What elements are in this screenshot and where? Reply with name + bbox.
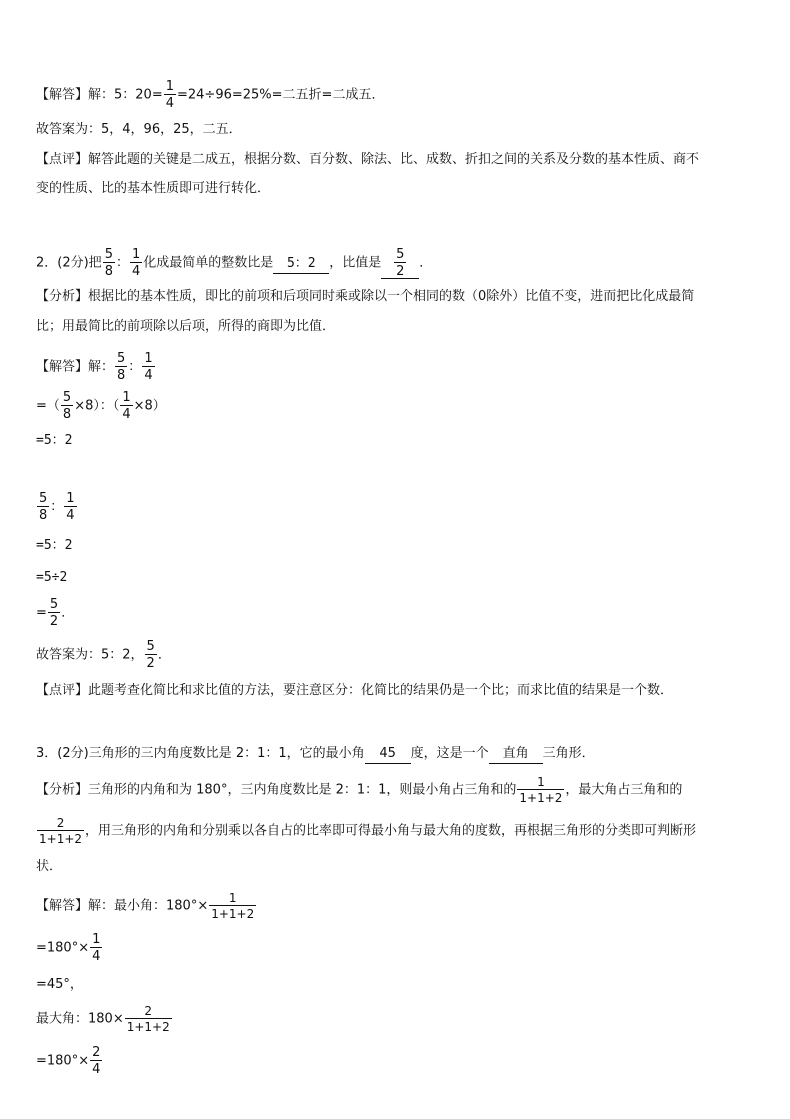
fraction: $\frac{1}{4}$: [66, 491, 75, 523]
fraction: $\frac{5}{8}$: [62, 390, 72, 422]
solution-line: 【解答】解：最小角：180°× $\frac{1}{1+1+2}$: [36, 891, 255, 921]
answer-blank-2: 直角: [489, 745, 543, 764]
question-2-stem: 2．(2分)把 $\frac{5}{8}$ ： $\frac{1}{4}$ 化成最简单的整数比是 5：2 ，比值是 $\frac{5}{2}$ ．: [36, 247, 433, 279]
comment-line: 【点评】解答此题的关键是二成五，根据分数、百分数、除法、比、成数、折扣之间的关系及分数的基本性质、商不: [36, 152, 700, 167]
fraction: $\frac{1}{4}$: [165, 79, 174, 111]
fraction: $\frac{2}{1+1+2}$: [39, 816, 83, 846]
analysis-line: 【分析】三角形的内角和为 180°，三内角度数比是 2：1：1，则最小角占三角和的 $\frac{1}{1+1+2}$ ，最大角占三角和的: [36, 775, 683, 805]
answer-blank-2: [381, 248, 419, 279]
solution-step: =180°× $\frac{2}{4}$: [36, 1045, 101, 1077]
answer-blank-1: 5：2: [273, 255, 329, 274]
fraction: $\frac{5}{2}$: [396, 247, 405, 279]
fraction: $\frac{1}{4}$: [131, 247, 141, 279]
fraction: $\frac{2}{1+1+2}$: [126, 1004, 170, 1034]
fraction: $\frac{5}{8}$: [39, 491, 48, 523]
solution-step: $\frac{5}{8}$ ： $\frac{1}{4}$: [39, 491, 75, 523]
solution-step: = $\frac{5}{2}$ ．: [36, 597, 75, 629]
fraction: $\frac{1}{4}$: [92, 932, 101, 964]
fraction: $\frac{2}{4}$: [92, 1045, 101, 1077]
fraction: $\frac{5}{8}$: [104, 247, 113, 279]
answer-line: 故答案为：5：2， $\frac{5}{2}$ ．: [36, 639, 171, 671]
answer-blank-1: 45: [365, 745, 411, 764]
solution-step: =5：2: [36, 433, 73, 448]
fraction: $\frac{5}{2}$: [49, 597, 59, 629]
solution-step: 最大角：180× $\frac{2}{1+1+2}$: [36, 1004, 170, 1034]
fraction: $\frac{1}{1+1+2}$: [211, 891, 255, 921]
answer-line: 故答案为：5，4，96，25，二五．: [36, 122, 242, 137]
solution-line: 【解答】解：5：20= $\frac{1}{4}$ =24÷96=25%=二五折=二成五．: [36, 79, 385, 111]
fraction: $\frac{5}{8}$: [117, 351, 126, 383]
fraction: $\frac{1}{4}$: [144, 351, 153, 383]
analysis-line-cont: $\frac{2}{1+1+2}$ ，用三角形的内角和分别乘以各自占的比率即可得最小角与最大角的度数，再根据三角形的分类即可判断形: [39, 816, 697, 846]
analysis-line-cont: 比；用最简比的前项除以后项，所得的商即为比值．: [36, 319, 336, 334]
solution-step: =45°，: [36, 977, 83, 992]
comment-line: 【点评】此题考查化简比和求比值的方法，要注意区分：化简比的结果仍是一个比；而求比值的结果是一个数．: [36, 683, 674, 698]
solution-step: =5÷2: [36, 570, 68, 585]
solution-step: =（ $\frac{5}{8}$ ×8）：（ $\frac{1}{4}$ ×8）: [36, 390, 166, 422]
solution-step: =5：2: [36, 538, 73, 553]
question-3-stem: 3．(2分)三角形的三内角度数比是 2：1：1，它的最小角 45 度，这是一个 直角 三角形．: [36, 745, 595, 764]
fraction: $\frac{1}{4}$: [122, 390, 131, 422]
analysis-line: 【分析】根据比的基本性质，即比的前项和后项同时乘或除以一个相同的数（0除外）比值不变，进而把比化成最简: [36, 289, 695, 304]
solution-step: =180°× $\frac{1}{4}$: [36, 932, 101, 964]
analysis-line-cont: 状．: [36, 859, 63, 874]
comment-line-cont: 变的性质、比的基本性质即可进行转化．: [36, 181, 271, 196]
solution-label: 【解答】解： $\frac{5}{8}$ ： $\frac{1}{4}$: [36, 351, 153, 383]
fraction: $\frac{5}{2}$: [146, 639, 155, 671]
fraction: $\frac{1}{1+1+2}$: [519, 775, 563, 805]
